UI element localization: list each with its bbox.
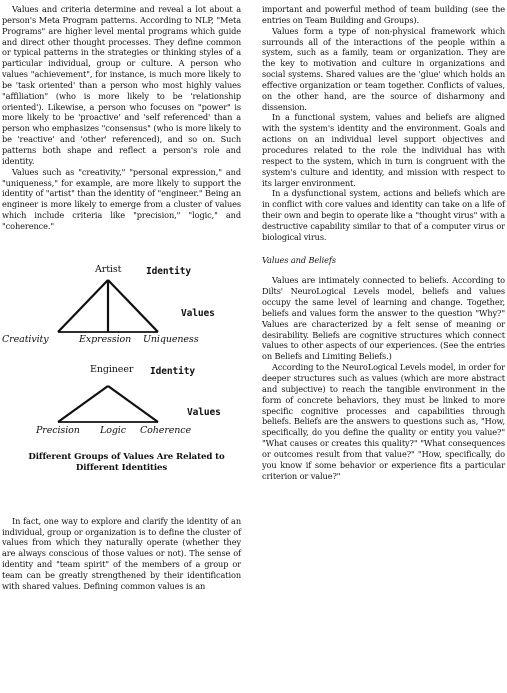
diagram-top-label: Engineer <box>90 363 134 375</box>
paragraph: In fact, one way to explore and clarify the identity of an individual, group or organization is to define the cluster of values from which they naturally operate (whether they are always conscious of those values or not). The sense of identity and "team spirit" of the members of a group or team can be greatly strengthened by their identification with shared values. Defining common values is an <box>2 515 241 591</box>
paragraph: According to the NeuroLogical Levels model, in order for deeper structures such as values (which are more abstract and subjective) to reach the tangible environment in the form of concrete behaviors, they must be linked to more specific cognitive processes and capabilities through beliefs. Beliefs are the answers to questions such as, "How, specifically, do you define the quality or entity you value?" "What causes or creates this quality?" "What consequences or outcomes result from that value?" "How, specifically, do you know if some behavior or experience fits a particular criterion or value?" <box>262 362 505 481</box>
paragraph: Values form a type of non-physical framework which surrounds all of the interactions of the people within a system, such as a family, team or organization. They are the key to motivation and culture in organizations and social systems. Shared values are the 'glue' which holds an effective organization or team together. Conflicts of values, on the other hand, are the source of disharmony and dissension. <box>262 25 505 112</box>
values-label: Values <box>187 406 221 418</box>
value-label: Precision <box>36 424 80 436</box>
identity-label: Identity <box>150 365 195 377</box>
identity-label: Identity <box>146 265 191 277</box>
engineer-values-diagram <box>2 360 241 452</box>
figure-caption <box>2 452 241 474</box>
diagram-top-label: Artist <box>95 263 122 275</box>
left-column <box>2 4 241 592</box>
artist-values-diagram <box>2 262 241 354</box>
paragraph: Values such as "creativity," "personal expression," and "uniqueness," for example, are more likely to support the identity of "artist" than the identity of "engineer." Being an engineer is more likely to emerge from a cluster of values which include criteria like "precision," "logic," and "coherence." <box>2 166 241 231</box>
section-heading: Values and Beliefs <box>262 254 336 265</box>
value-label: Creativity <box>2 333 49 345</box>
value-label: Expression <box>79 333 132 345</box>
paragraph: In a functional system, values and beliefs are aligned with the system's identity and the environment. Goals and actions on an individual level support objectives and procedures related to the role the individual has with respect to the system, which in turn is congruent with the system's culture and identity, and mission with respect to its larger environment. <box>262 112 505 188</box>
value-label: Logic <box>100 424 126 436</box>
caption-line: Different Groups of Values Are Related to <box>28 451 225 462</box>
paragraph: important and powerful method of team building (see the entries on Team Building and Groups). <box>262 4 505 25</box>
paragraph: Values are intimately connected to beliefs. According to Dilts' NeuroLogical Levels model, beliefs and values occupy the same level of learning and change. Together, beliefs and values form the answer to the question "Why?" Values are characterized by a felt sense of meaning or desirability. Beliefs are cognitive structures which connect values to other aspects of our experiences. (See the entries on Beliefs and Limiting Beliefs.) <box>262 275 505 362</box>
paragraph: Values and criteria determine and reveal a lot about a person's Meta Program patterns. According to NLP, "Meta Programs" are higher level mental programs which guide and direct other thought processes. They define common or typical patterns in the strategies or thinking styles of a particular individual, group or culture. A person who values "achievement", for instance, is much more likely to be 'task oriented' than a person who most highly values "affiliation" (who is more likely to be 'relationship oriented'). Likewise, a person who focuses on "power" is more likely to be 'proactive' and 'self referenced' than a person who emphasizes "consensus" (who is more likely to be 'reactive' and 'other' referenced), and so on. Such patterns both shape and reflect a person's role and identity. <box>2 4 241 166</box>
caption-line: Different Identities <box>75 462 168 473</box>
values-label: Values <box>181 307 215 319</box>
paragraph: In a dysfunctional system, actions and beliefs which are in conflict with core values and identity can take on a life of their own and begin to operate like a "thought virus" with a destructive capability similar to that of a computer virus or biological virus. <box>262 188 505 242</box>
right-column <box>262 4 505 481</box>
value-label: Uniqueness <box>143 333 199 345</box>
value-label: Coherence <box>140 424 192 436</box>
